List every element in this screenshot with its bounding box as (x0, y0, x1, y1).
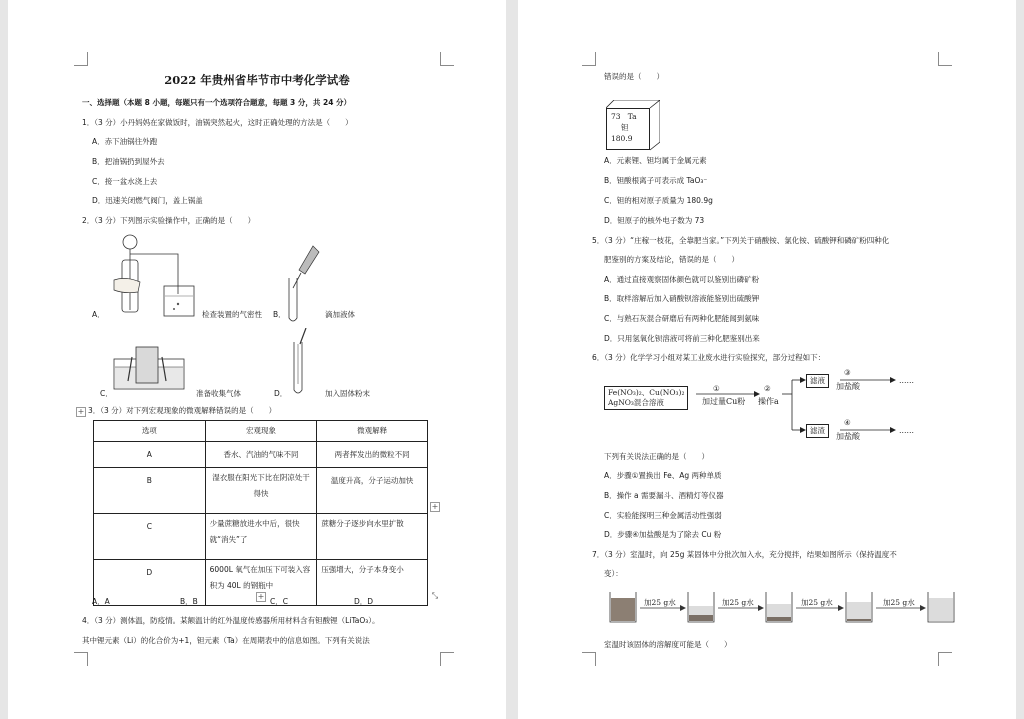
table-cell-explanation: 压强增大，分子本身变小 (317, 560, 428, 606)
q5-option-d: D．只用氢氧化钡溶液可将前三种化肥鉴别出来 (604, 334, 760, 343)
q5-option-b: B．取样溶解后加入硝酸钡溶液能鉴别出硫酸钾 (604, 294, 760, 303)
q3-answer-b: B．B (180, 597, 198, 606)
q4-option-b: B．钽酸根离子可表示成 TaO₃⁻ (604, 176, 708, 185)
page-corner-mark (440, 652, 454, 666)
element-atomic-number: 73 (611, 112, 621, 121)
table-resize-handle[interactable]: ⤡ (431, 591, 439, 600)
flow-start-box (604, 386, 688, 410)
q6-option-b: B．操作 a 需要漏斗、酒精灯等仪器 (604, 491, 724, 500)
q3-answer-a: A．A (92, 597, 110, 606)
q3-answer-c: C．C (270, 597, 288, 606)
table-cell-option: C (94, 514, 206, 560)
table-cell-option: A (94, 442, 206, 468)
page-corner-mark (74, 652, 88, 666)
flow-step4-dots: …… (899, 426, 914, 435)
q2-label-b: B． (273, 310, 286, 319)
page-corner-mark (440, 52, 454, 66)
table-header-cell: 宏观现象 (205, 421, 317, 442)
flow-step1-label: 加过量Cu粉 (702, 397, 746, 406)
q3-table (93, 420, 428, 606)
document-page-right (518, 0, 1016, 719)
q1-stem: 1．（3 分）小丹妈妈在家做饭时，油锅突然起火，这时正确处理的方法是（ ） (82, 118, 353, 127)
table-cell-phenomenon: 香水、汽油的气味不同 (205, 442, 317, 468)
airtightness-check-illustration (108, 232, 198, 320)
q2-label-c: C． (100, 389, 113, 398)
gas-collection-illustration (110, 343, 188, 391)
page-corner-mark (74, 52, 88, 66)
flow-step3-label: 加盐酸 (836, 382, 860, 391)
q2-label-d: D． (274, 389, 288, 398)
flow-start-line1: Fe(NO₃)₂、Cu(NO₃)₂ (608, 388, 685, 397)
document-page-left (8, 0, 506, 719)
q4-stem-line1: 4．（3 分）测体温，防疫情。某额温计的红外温度传感器所用材料含有钽酸锂（LiTaO₃）。 (82, 616, 380, 625)
q5-option-c: C．与熟石灰混合研磨后有两种化肥能闻到氨味 (604, 314, 760, 323)
q3-stem: 3．（3 分）对下列宏观现象的微观解释错误的是（ ） (88, 406, 277, 415)
q4-stem-line2: 其中锂元素（Li）的化合价为+1，钽元素（Ta）在周期表中的信息如图。下列有关说法 (82, 636, 370, 645)
page-corner-mark (582, 652, 596, 666)
q4-option-a: A．元素锂、钽均属于金属元素 (604, 156, 707, 165)
q1-option-a: A．赤下油锅往外跑 (92, 137, 158, 146)
element-name: 钽 (621, 123, 629, 132)
section-heading: 一、选择题（本题 8 小题，每题只有一个选项符合题意，每题 3 分，共 24 分） (82, 98, 352, 107)
element-atomic-mass: 180.9 (611, 134, 633, 143)
flow-step4-label: 加盐酸 (836, 432, 860, 441)
q2-caption-c: 准备收集气体 (196, 389, 241, 398)
table-cell-option: D (94, 560, 206, 606)
q7-stem-line2: 变）： (604, 569, 623, 578)
page-corner-mark (582, 52, 596, 66)
table-header-cell: 微观解释 (317, 421, 428, 442)
flow-step3-number: ③ (844, 368, 851, 377)
table-cell-explanation: 温度升高，分子运动加快 (317, 468, 428, 514)
q5-stem-line1: 5．（3 分）“庄稼一枝花，全靠肥当家。”下列关于硝酸铵、氯化铵、硫酸钾和磷矿粉四种化 (592, 236, 890, 245)
element-symbol: Ta (627, 112, 637, 121)
dropper-illustration (283, 244, 323, 326)
q6-prompt: 下列有关说法正确的是（ ） (604, 452, 709, 461)
q5-stem-line2: 肥鉴别的方案及结论，错误的是（ ） (604, 255, 739, 264)
table-move-handle[interactable]: + (77, 407, 85, 416)
periodic-element-card (606, 100, 660, 150)
table-cell-explanation: 蔗糖分子逐步向水里扩散 (317, 514, 428, 560)
q7-arrow-label-1: 加25 g水 (644, 598, 676, 607)
flow-step4-number: ④ (844, 418, 851, 427)
table-row (94, 442, 428, 468)
flow-step3-dots: …… (899, 376, 914, 385)
table-add-row-handle[interactable]: + (257, 592, 265, 601)
table-row (94, 468, 428, 514)
q1-option-c: C．接一盆水浇上去 (92, 177, 158, 186)
table-row (94, 514, 428, 560)
exam-title: 2022 年贵州省毕节市中考化学试卷 (164, 73, 350, 87)
q5-option-a: A．通过直接观察固体颜色就可以鉴别出磷矿粉 (604, 275, 760, 284)
page-corner-mark (938, 52, 952, 66)
q1-option-d: D．迅速关闭燃气阀门，盖上锅盖 (92, 196, 203, 205)
table-cell-option: B (94, 468, 206, 514)
flow-step2-number: ② (764, 384, 771, 393)
q6-option-c: C．实验能探明三种金属活动性强弱 (604, 511, 722, 520)
element-card-front (606, 108, 650, 150)
flow-step1-number: ① (713, 384, 720, 393)
q7-question: 室温时该固体的溶解度可能是（ ） (604, 640, 732, 649)
q2-caption-b: 滴加液体 (325, 310, 355, 319)
q7-arrow-label-3: 加25 g水 (801, 598, 833, 607)
q7-stem-line1: 7．（3 分）室温时，向 25g 某固体中分批次加入水，充分搅拌，结果如图所示（保持温度不 (592, 550, 897, 559)
q4-stem-cont: 错误的是（ ） (604, 72, 664, 81)
q2-caption-a: 检查装置的气密性 (202, 310, 262, 319)
q6-option-d: D．步骤④加盐酸是为了除去 Cu 粉 (604, 530, 722, 539)
page-corner-mark (938, 652, 952, 666)
flow-residue-box: 滤渣 (806, 424, 829, 438)
test-tube-powder-illustration (288, 328, 316, 396)
q2-caption-d: 加入固体粉末 (325, 389, 370, 398)
q2-label-a: A． (92, 310, 105, 319)
flow-start-line2: AgNO₃混合溶液 (608, 398, 664, 407)
q7-arrow-label-4: 加25 g水 (883, 598, 915, 607)
table-header-cell: 选项 (94, 421, 206, 442)
q2-stem: 2．（3 分）下列图示实验操作中，正确的是（ ） (82, 216, 256, 225)
table-cell-phenomenon: 少量蔗糖放进水中后，很快就“消失”了 (205, 514, 317, 560)
table-header-row (94, 421, 428, 442)
q7-arrow-label-2: 加25 g水 (722, 598, 754, 607)
table-cell-explanation: 两者挥发出的微粒不同 (317, 442, 428, 468)
q4-option-c: C．钽的相对原子质量为 180.9g (604, 196, 713, 205)
q1-option-b: B．把油锅扔到屋外去 (92, 157, 165, 166)
flow-filtrate-box: 滤液 (806, 374, 829, 388)
flow-step2-label: 操作a (758, 397, 779, 406)
table-add-column-handle[interactable]: + (431, 502, 439, 511)
table-cell-phenomenon: 6000L 氧气在加压下可装入容积为 40L 的钢瓶中 (205, 560, 317, 606)
q4-option-d: D．钽原子的核外电子数为 73 (604, 216, 705, 225)
q6-option-a: A．步骤①置换出 Fe、Ag 两种单质 (604, 471, 722, 480)
table-cell-phenomenon: 湿衣服在阳光下比在阴凉处干得快 (205, 468, 317, 514)
q3-answer-d: D．D (354, 597, 374, 606)
q6-stem: 6．（3 分）化学学习小组对某工业废水进行实验探究，部分过程如下： (592, 353, 826, 362)
